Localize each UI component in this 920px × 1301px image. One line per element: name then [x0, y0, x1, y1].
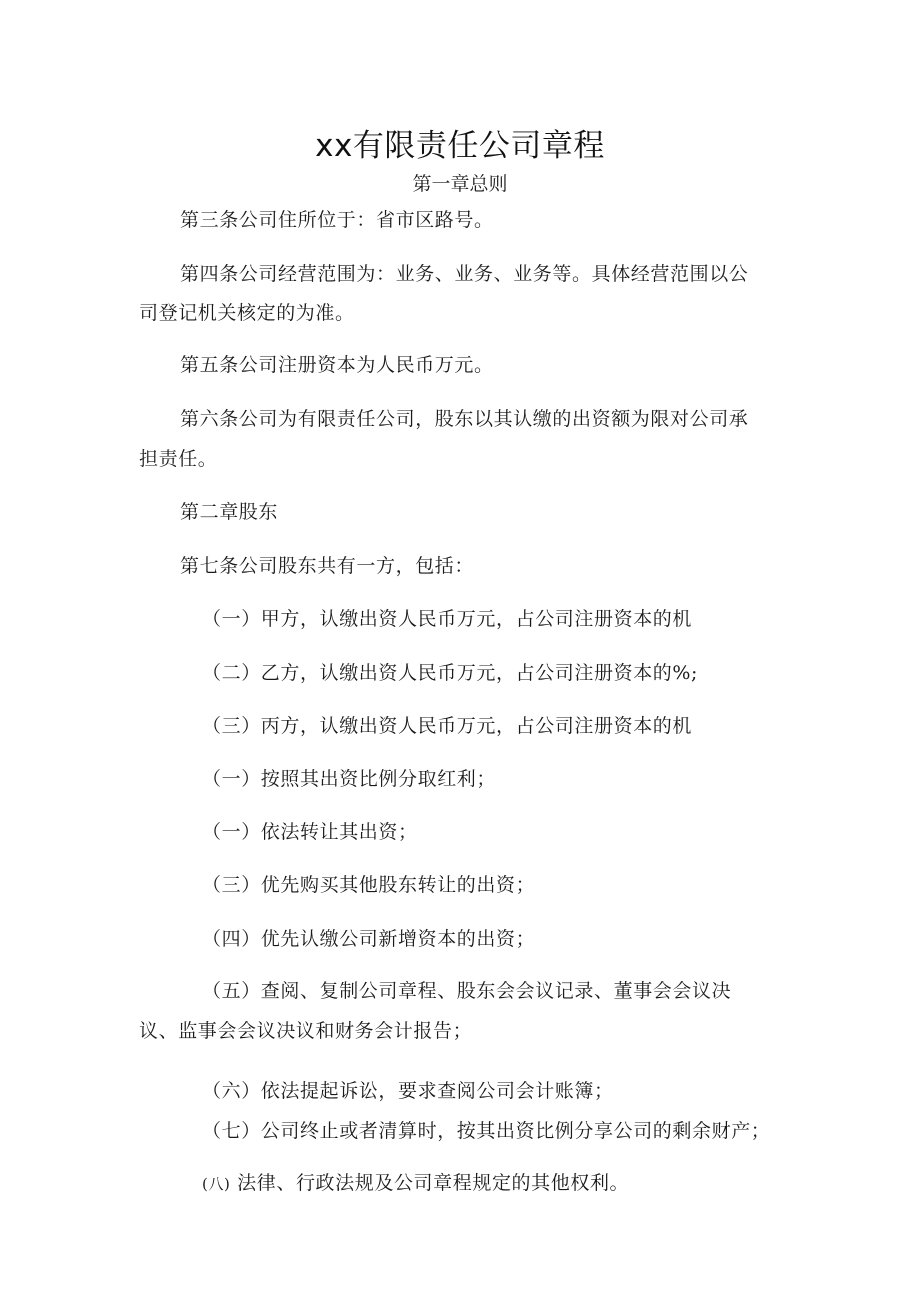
- shareholder-item: （一）甲方，认缴出资人民币万元，占公司注册资本的机: [202, 608, 693, 630]
- document-title: xx有限责任公司章程: [315, 128, 605, 164]
- right-item: （三）优先购买其他股东转让的出资；: [202, 874, 536, 896]
- article-4-line-2: 司登记机关核定的为准。: [139, 302, 355, 324]
- chapter-1-heading: 第一章总则: [412, 173, 508, 195]
- article-6-line-2: 担责任。: [139, 448, 218, 470]
- article-4-line-1: 第四条公司经营范围为：业务、业务、业务等。具体经营范围以公: [180, 263, 749, 285]
- chapter-2-heading: 第二章股东: [180, 501, 279, 523]
- right-6: （六）依法提起诉讼，要求查阅公司会计账簿；: [202, 1080, 614, 1102]
- right-7: （七）公司终止或者清算时，按其出资比例分享公司的剩余财产；: [202, 1120, 771, 1142]
- right-5-line-2: 议、监事会会议决议和财务会计报告；: [139, 1020, 473, 1042]
- right-8-text: 法律、行政法规及公司章程规定的其他权利。: [237, 1172, 630, 1194]
- article-6-line-1: 第六条公司为有限责任公司，股东以其认缴的出资额为限对公司承: [180, 408, 749, 430]
- right-8-prefix: (八): [202, 1175, 231, 1193]
- right-item: （一）按照其出资比例分取红利；: [202, 768, 497, 790]
- right-8: [202, 1168, 629, 1195]
- article-5: 第五条公司注册资本为人民币万元。: [180, 354, 494, 376]
- right-item: （四）优先认缴公司新增资本的出资；: [202, 928, 536, 950]
- article-7: 第七条公司股东共有一方，包括：: [180, 555, 475, 577]
- article-3: 第三条公司住所位于：省市区路号。: [180, 209, 494, 231]
- shareholder-item: （二）乙方，认缴出资人民币万元，占公司注册资本的%;: [202, 662, 699, 684]
- right-item: （一）依法转让其出资；: [202, 821, 418, 843]
- right-5-line-1: （五）查阅、复制公司章程、股东会会议记录、董事会会议决: [202, 980, 732, 1002]
- shareholder-item: （三）丙方，认缴出资人民币万元，占公司注册资本的机: [202, 715, 693, 737]
